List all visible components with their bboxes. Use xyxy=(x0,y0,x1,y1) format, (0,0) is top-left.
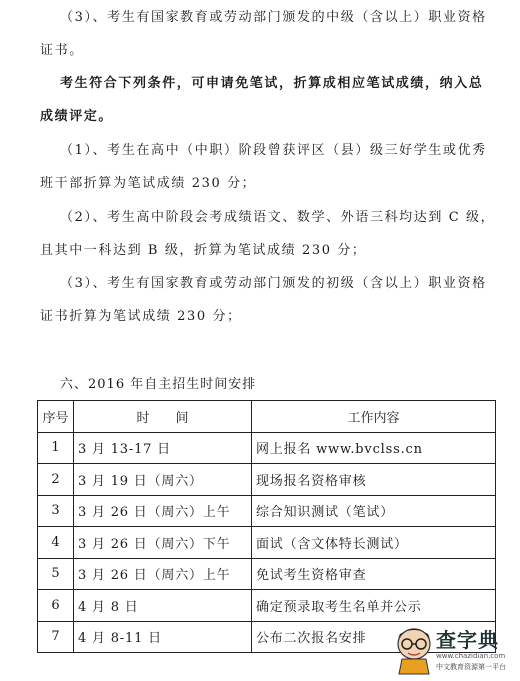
row-time: 4 月 8-11 日 xyxy=(74,621,252,653)
table-row xyxy=(38,432,496,464)
table-row xyxy=(38,464,496,496)
watermark-name: 查字典 xyxy=(436,628,499,652)
paragraph-line: （3）、考生有国家教育或劳动部门颁发的初级（含以上）职业资格 xyxy=(60,276,487,291)
row-number: 6 xyxy=(38,590,74,622)
row-time: 3 月 19 日（周六） xyxy=(74,464,252,496)
watermark-tagline: 中文教育资源第一平台 xyxy=(436,663,506,671)
row-content: 现场报名资格审核 xyxy=(252,464,496,496)
schedule-table xyxy=(37,400,496,653)
header-content: 工作内容 xyxy=(252,401,496,433)
row-number: 3 xyxy=(38,495,74,527)
row-content: 公布二次报名安排 xyxy=(252,621,496,653)
table-header-row xyxy=(38,401,496,433)
paragraph-line: （2）、考生高中阶段会考成绩语文、数学、外语三科均达到 C 级， xyxy=(60,210,496,225)
table-row xyxy=(38,558,496,590)
paragraph-line: 证书。 xyxy=(40,43,84,58)
row-time: 3 月 26 日（周六）下午 xyxy=(74,527,252,559)
paragraph-line: （3）、考生有国家教育或劳动部门颁发的中级（含以上）职业资格 xyxy=(60,10,487,25)
row-time: 4 月 8 日 xyxy=(74,590,252,622)
watermark-logo xyxy=(394,622,512,678)
row-number: 7 xyxy=(38,621,74,653)
table-row xyxy=(38,527,496,559)
row-content: 综合知识测试（笔试） xyxy=(252,495,496,527)
header-time: 时 间 xyxy=(74,401,252,433)
row-content: 面试（含文体特长测试） xyxy=(252,527,496,559)
paragraph-line: 班干部折算为笔试成绩 230 分； xyxy=(40,176,257,191)
row-content: 确定预录取考生名单并公示 xyxy=(252,590,496,622)
table-row xyxy=(38,495,496,527)
table-row xyxy=(38,590,496,622)
mascot-icon xyxy=(394,622,434,676)
row-time: 3 月 26 日（周六）上午 xyxy=(74,495,252,527)
row-number: 2 xyxy=(38,464,74,496)
paragraph-line: 成绩评定。 xyxy=(40,109,114,124)
paragraph-line: 且其中一科达到 B 级，折算为笔试成绩 230 分； xyxy=(40,243,367,258)
header-seq: 序号 xyxy=(38,401,74,433)
row-number: 4 xyxy=(38,527,74,559)
row-time: 3 月 26 日（周六）上午 xyxy=(74,558,252,590)
row-time: 3 月 13-17 日 xyxy=(74,432,252,464)
row-content: 免试考生资格审查 xyxy=(252,558,496,590)
row-number: 5 xyxy=(38,558,74,590)
row-content: 网上报名 www.bvclss.cn xyxy=(252,432,496,464)
paragraph-line: 证书折算为笔试成绩 230 分； xyxy=(40,309,242,324)
paragraph-line: 考生符合下列条件，可申请免笔试，折算成相应笔试成绩，纳入总 xyxy=(60,76,484,91)
row-number: 1 xyxy=(38,432,74,464)
watermark-url: www.chazidian.com xyxy=(436,652,506,660)
section-title: 六、2016 年自主招生时间安排 xyxy=(60,377,257,392)
paragraph-line: （1）、考生在高中（中职）阶段曾获评区（县）级三好学生或优秀 xyxy=(60,143,487,158)
